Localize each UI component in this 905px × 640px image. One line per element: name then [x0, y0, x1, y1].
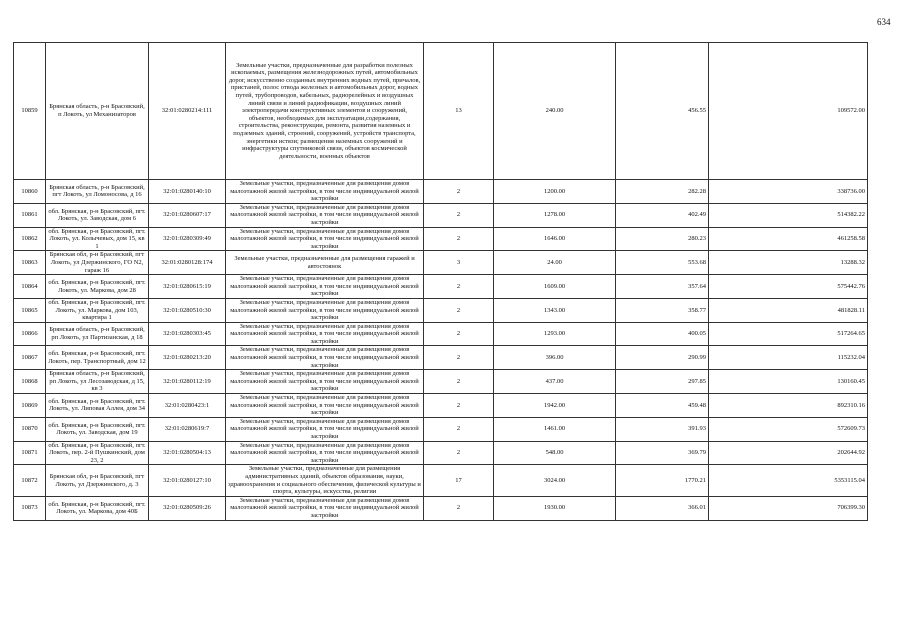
table-row: [14, 496, 868, 520]
row-address: обл. Брянская, р-н Брасовский, пгт. Локоть, пер. Транспортный, дом 12: [46, 346, 149, 370]
row-cadastral-number: 32:01:0280423:1: [149, 394, 226, 418]
row-id: 10860: [14, 180, 46, 204]
row-cadastral-number: 32:01:0280504:13: [149, 441, 226, 465]
table-row: [14, 322, 868, 346]
row-land-use: Земельные участки, предназначенные для размещения домов малоэтажной жилой застройки, в том числе индивидуальной жилой застройки: [226, 203, 424, 227]
table-row: [14, 43, 868, 180]
row-id: 10865: [14, 298, 46, 322]
row-id: 10868: [14, 370, 46, 394]
row-id: 10871: [14, 441, 46, 465]
row-rate: 366.01: [616, 496, 709, 520]
row-area: 1461.00: [494, 417, 616, 441]
row-area: 240.00: [494, 43, 616, 180]
row-area: 1293.00: [494, 322, 616, 346]
row-cadastral-number: 32:01:0280510:30: [149, 298, 226, 322]
row-cadastral-number: 32:01:0280619:7: [149, 417, 226, 441]
row-area: 1200.00: [494, 180, 616, 204]
row-id: 10866: [14, 322, 46, 346]
row-id: 10861: [14, 203, 46, 227]
row-cadastral-number: 32:01:0280615:19: [149, 275, 226, 299]
table-row: [14, 227, 868, 251]
row-cadastral-number: 32:01:0280128:174: [149, 251, 226, 275]
row-cadastral-value: 461258.58: [709, 227, 868, 251]
row-land-use: Земельные участки, предназначенные для размещения домов малоэтажной жилой застройки, в том числе индивидуальной жилой застройки: [226, 417, 424, 441]
row-land-use: Земельные участки, предназначенные для размещения домов малоэтажной жилой застройки, в том числе индивидуальной жилой застройки: [226, 322, 424, 346]
row-cadastral-number: 32:01:0280303:45: [149, 322, 226, 346]
row-address: Брянская область, р-н Брасовский, п Локоть, ул Механизаторов: [46, 43, 149, 180]
row-cadastral-value: 706399.30: [709, 496, 868, 520]
row-area: 548.00: [494, 441, 616, 465]
row-area: 1278.00: [494, 203, 616, 227]
row-cadastral-number: 32:01:0280112:19: [149, 370, 226, 394]
row-land-use: Земельные участки, предназначенные для размещения домов малоэтажной жилой застройки, в том числе индивидуальной жилой застройки: [226, 298, 424, 322]
row-rate: 297.85: [616, 370, 709, 394]
row-rate: 282.28: [616, 180, 709, 204]
row-id: 10863: [14, 251, 46, 275]
row-group: 17: [424, 465, 494, 496]
row-group: 2: [424, 322, 494, 346]
row-address: Брянская область, р-н Брасовский, пгт Локоть, ул Ломоносова, д 16: [46, 180, 149, 204]
row-rate: 402.49: [616, 203, 709, 227]
row-group: 2: [424, 203, 494, 227]
row-cadastral-value: 572609.73: [709, 417, 868, 441]
row-rate: 459.48: [616, 394, 709, 418]
table-row: [14, 346, 868, 370]
row-cadastral-value: 130160.45: [709, 370, 868, 394]
row-rate: 290.99: [616, 346, 709, 370]
row-cadastral-value: 115232.04: [709, 346, 868, 370]
row-rate: 358.77: [616, 298, 709, 322]
row-land-use: Земельные участки, предназначенные для разработки полезных ископаемых, размещения железнодорожных путей, автомобильных дорог, искусственно созданных внутренних водных путей, причалов, пристаней, полос отвода железных и автомобильных дорог, водных путей, трубопроводов, кабельных, радиорелейных и воздушных линий связи и линий радиофикации, воздушных линий электропередачи конструктивных элементов и сооружений, объектов, необходимых для эксплуатации,содержания, строительства, реконструкции, ремонта, развития наземных и подземных зданий, строений, сооружений, устройств транспорта, энергетики истязи; размещения наземных сооружений и инфраструктуры спутниковой связи, объектов космической деятельности, военных объектов: [226, 43, 424, 180]
row-cadastral-value: 338736.00: [709, 180, 868, 204]
row-cadastral-number: 32:01:0280213:20: [149, 346, 226, 370]
row-group: 2: [424, 275, 494, 299]
row-cadastral-value: 892310.16: [709, 394, 868, 418]
row-land-use: Земельные участки, предназначенные для размещения домов малоэтажной жилой застройки, в том числе индивидуальной жилой застройки: [226, 180, 424, 204]
row-address: Брянская обл, р-н Брасовский, пгт Локоть, ул Дзержинского, ГО N2, гараж 16: [46, 251, 149, 275]
row-area: 24.00: [494, 251, 616, 275]
row-area: 437.00: [494, 370, 616, 394]
row-cadastral-value: 481828.11: [709, 298, 868, 322]
row-land-use: Земельные участки, предназначенные для размещения гаражей и автостоянок: [226, 251, 424, 275]
row-area: 396.00: [494, 346, 616, 370]
row-cadastral-value: 13288.32: [709, 251, 868, 275]
row-group: 2: [424, 496, 494, 520]
row-rate: 357.64: [616, 275, 709, 299]
row-area: 1930.00: [494, 496, 616, 520]
row-cadastral-number: 32:01:0280140:10: [149, 180, 226, 204]
row-group: 3: [424, 251, 494, 275]
table-body: [14, 43, 868, 521]
row-area: 1942.00: [494, 394, 616, 418]
row-cadastral-number: 32:01:0280607:17: [149, 203, 226, 227]
row-land-use: Земельные участки, предназначенные для размещения домов малоэтажной жилой застройки, в том числе индивидуальной жилой застройки: [226, 441, 424, 465]
table-row: [14, 417, 868, 441]
row-address: обл. Брянская, р-н Брасовский, пгт. Локоть, ул. Маркова, дом 40Б: [46, 496, 149, 520]
row-address: обл. Брянская, р-н Брасовский, пгт. Локоть, ул. Маркова, дом 28: [46, 275, 149, 299]
table-row: [14, 203, 868, 227]
row-rate: 553.68: [616, 251, 709, 275]
row-id: 10864: [14, 275, 46, 299]
row-area: 1609.00: [494, 275, 616, 299]
row-land-use: Земельные участки, предназначенные для размещения домов малоэтажной жилой застройки, в том числе индивидуальной жилой застройки: [226, 394, 424, 418]
table-row: [14, 370, 868, 394]
row-cadastral-number: 32:01:0280214:111: [149, 43, 226, 180]
row-area: 1343.00: [494, 298, 616, 322]
row-address: обл. Брянская, р-н Брасовский, пгт. Локоть, ул. Колычевых, дом 15, кв 1: [46, 227, 149, 251]
row-address: обл. Брянская, р-н Брасовский, пгт. Локоть, ул. Заводская, дом 6: [46, 203, 149, 227]
row-cadastral-number: 32:01:0280509:26: [149, 496, 226, 520]
row-land-use: Земельные участки, предназначенные для размещения домов малоэтажной жилой застройки, в том числе индивидуальной жилой застройки: [226, 370, 424, 394]
table-row: [14, 298, 868, 322]
table-row: [14, 441, 868, 465]
row-group: 2: [424, 417, 494, 441]
row-address: обл. Брянская, р-н Брасовский, пгт. Локоть, ул. Липовая Аллея, дом 34: [46, 394, 149, 418]
row-id: 10870: [14, 417, 46, 441]
row-cadastral-value: 5353115.04: [709, 465, 868, 496]
row-id: 10872: [14, 465, 46, 496]
table-row: [14, 465, 868, 496]
row-id: 10869: [14, 394, 46, 418]
row-area: 3024.00: [494, 465, 616, 496]
row-rate: 456.55: [616, 43, 709, 180]
row-rate: 1770.21: [616, 465, 709, 496]
row-id: 10862: [14, 227, 46, 251]
row-address: Брянская область, р-н Брасовский, рп Локоть, ул Лесозаводская, д 15, кв 3: [46, 370, 149, 394]
row-address: обл. Брянская, р-н Брасовский, пгт. Локоть, пер. 2-й Пушкинский, дом 23, 2: [46, 441, 149, 465]
row-group: 2: [424, 180, 494, 204]
row-address: Брянская область, р-н Брасовский, рп Локоть, ул Партизанская, д 18: [46, 322, 149, 346]
row-group: 13: [424, 43, 494, 180]
row-cadastral-number: 32:01:0280309:49: [149, 227, 226, 251]
row-group: 2: [424, 346, 494, 370]
row-land-use: Земельные участки, предназначенные для размещения домов малоэтажной жилой застройки, в том числе индивидуальной жилой застройки: [226, 275, 424, 299]
row-rate: 369.79: [616, 441, 709, 465]
table-row: [14, 275, 868, 299]
row-area: 1646.00: [494, 227, 616, 251]
cadastral-value-table: [13, 42, 868, 521]
row-cadastral-value: 575442.76: [709, 275, 868, 299]
row-group: 2: [424, 394, 494, 418]
row-address: Брянская обл, р-н Брасовский, пгт Локоть, ул Дзержинского, д. 3: [46, 465, 149, 496]
row-land-use: Земельные участки, предназначенные для размещения домов малоэтажной жилой застройки, в том числе индивидуальной жилой застройки: [226, 346, 424, 370]
row-id: 10873: [14, 496, 46, 520]
table-row: [14, 180, 868, 204]
row-land-use: Земельные участки, предназначенные для размещения домов малоэтажной жилой застройки, в том числе индивидуальной жилой застройки: [226, 227, 424, 251]
row-group: 2: [424, 227, 494, 251]
row-address: обл. Брянская, р-н Брасовский, пгт. Локоть, ул. Заводская, дом 19: [46, 417, 149, 441]
row-land-use: Земельные участки, предназначенные для размещения административных зданий, объектов образования, науки, здравоохранения и социального обеспечения, физической культуры и спорта, культуры, искусства, религии: [226, 465, 424, 496]
row-group: 2: [424, 441, 494, 465]
page-number: 634: [877, 17, 891, 27]
row-cadastral-value: 514382.22: [709, 203, 868, 227]
row-id: 10867: [14, 346, 46, 370]
row-land-use: Земельные участки, предназначенные для размещения домов малоэтажной жилой застройки, в том числе индивидуальной жилой застройки: [226, 496, 424, 520]
row-group: 2: [424, 370, 494, 394]
row-rate: 280.23: [616, 227, 709, 251]
row-rate: 400.05: [616, 322, 709, 346]
row-cadastral-value: 202644.92: [709, 441, 868, 465]
row-cadastral-value: 517264.65: [709, 322, 868, 346]
row-id: 10859: [14, 43, 46, 180]
table-row: [14, 251, 868, 275]
row-cadastral-value: 109572.00: [709, 43, 868, 180]
row-address: обл. Брянская, р-н Брасовский, пгт. Локоть, ул. Маркова, дом 103, квартира 1: [46, 298, 149, 322]
row-rate: 391.93: [616, 417, 709, 441]
row-group: 2: [424, 298, 494, 322]
row-cadastral-number: 32:01:0280127:10: [149, 465, 226, 496]
table-row: [14, 394, 868, 418]
